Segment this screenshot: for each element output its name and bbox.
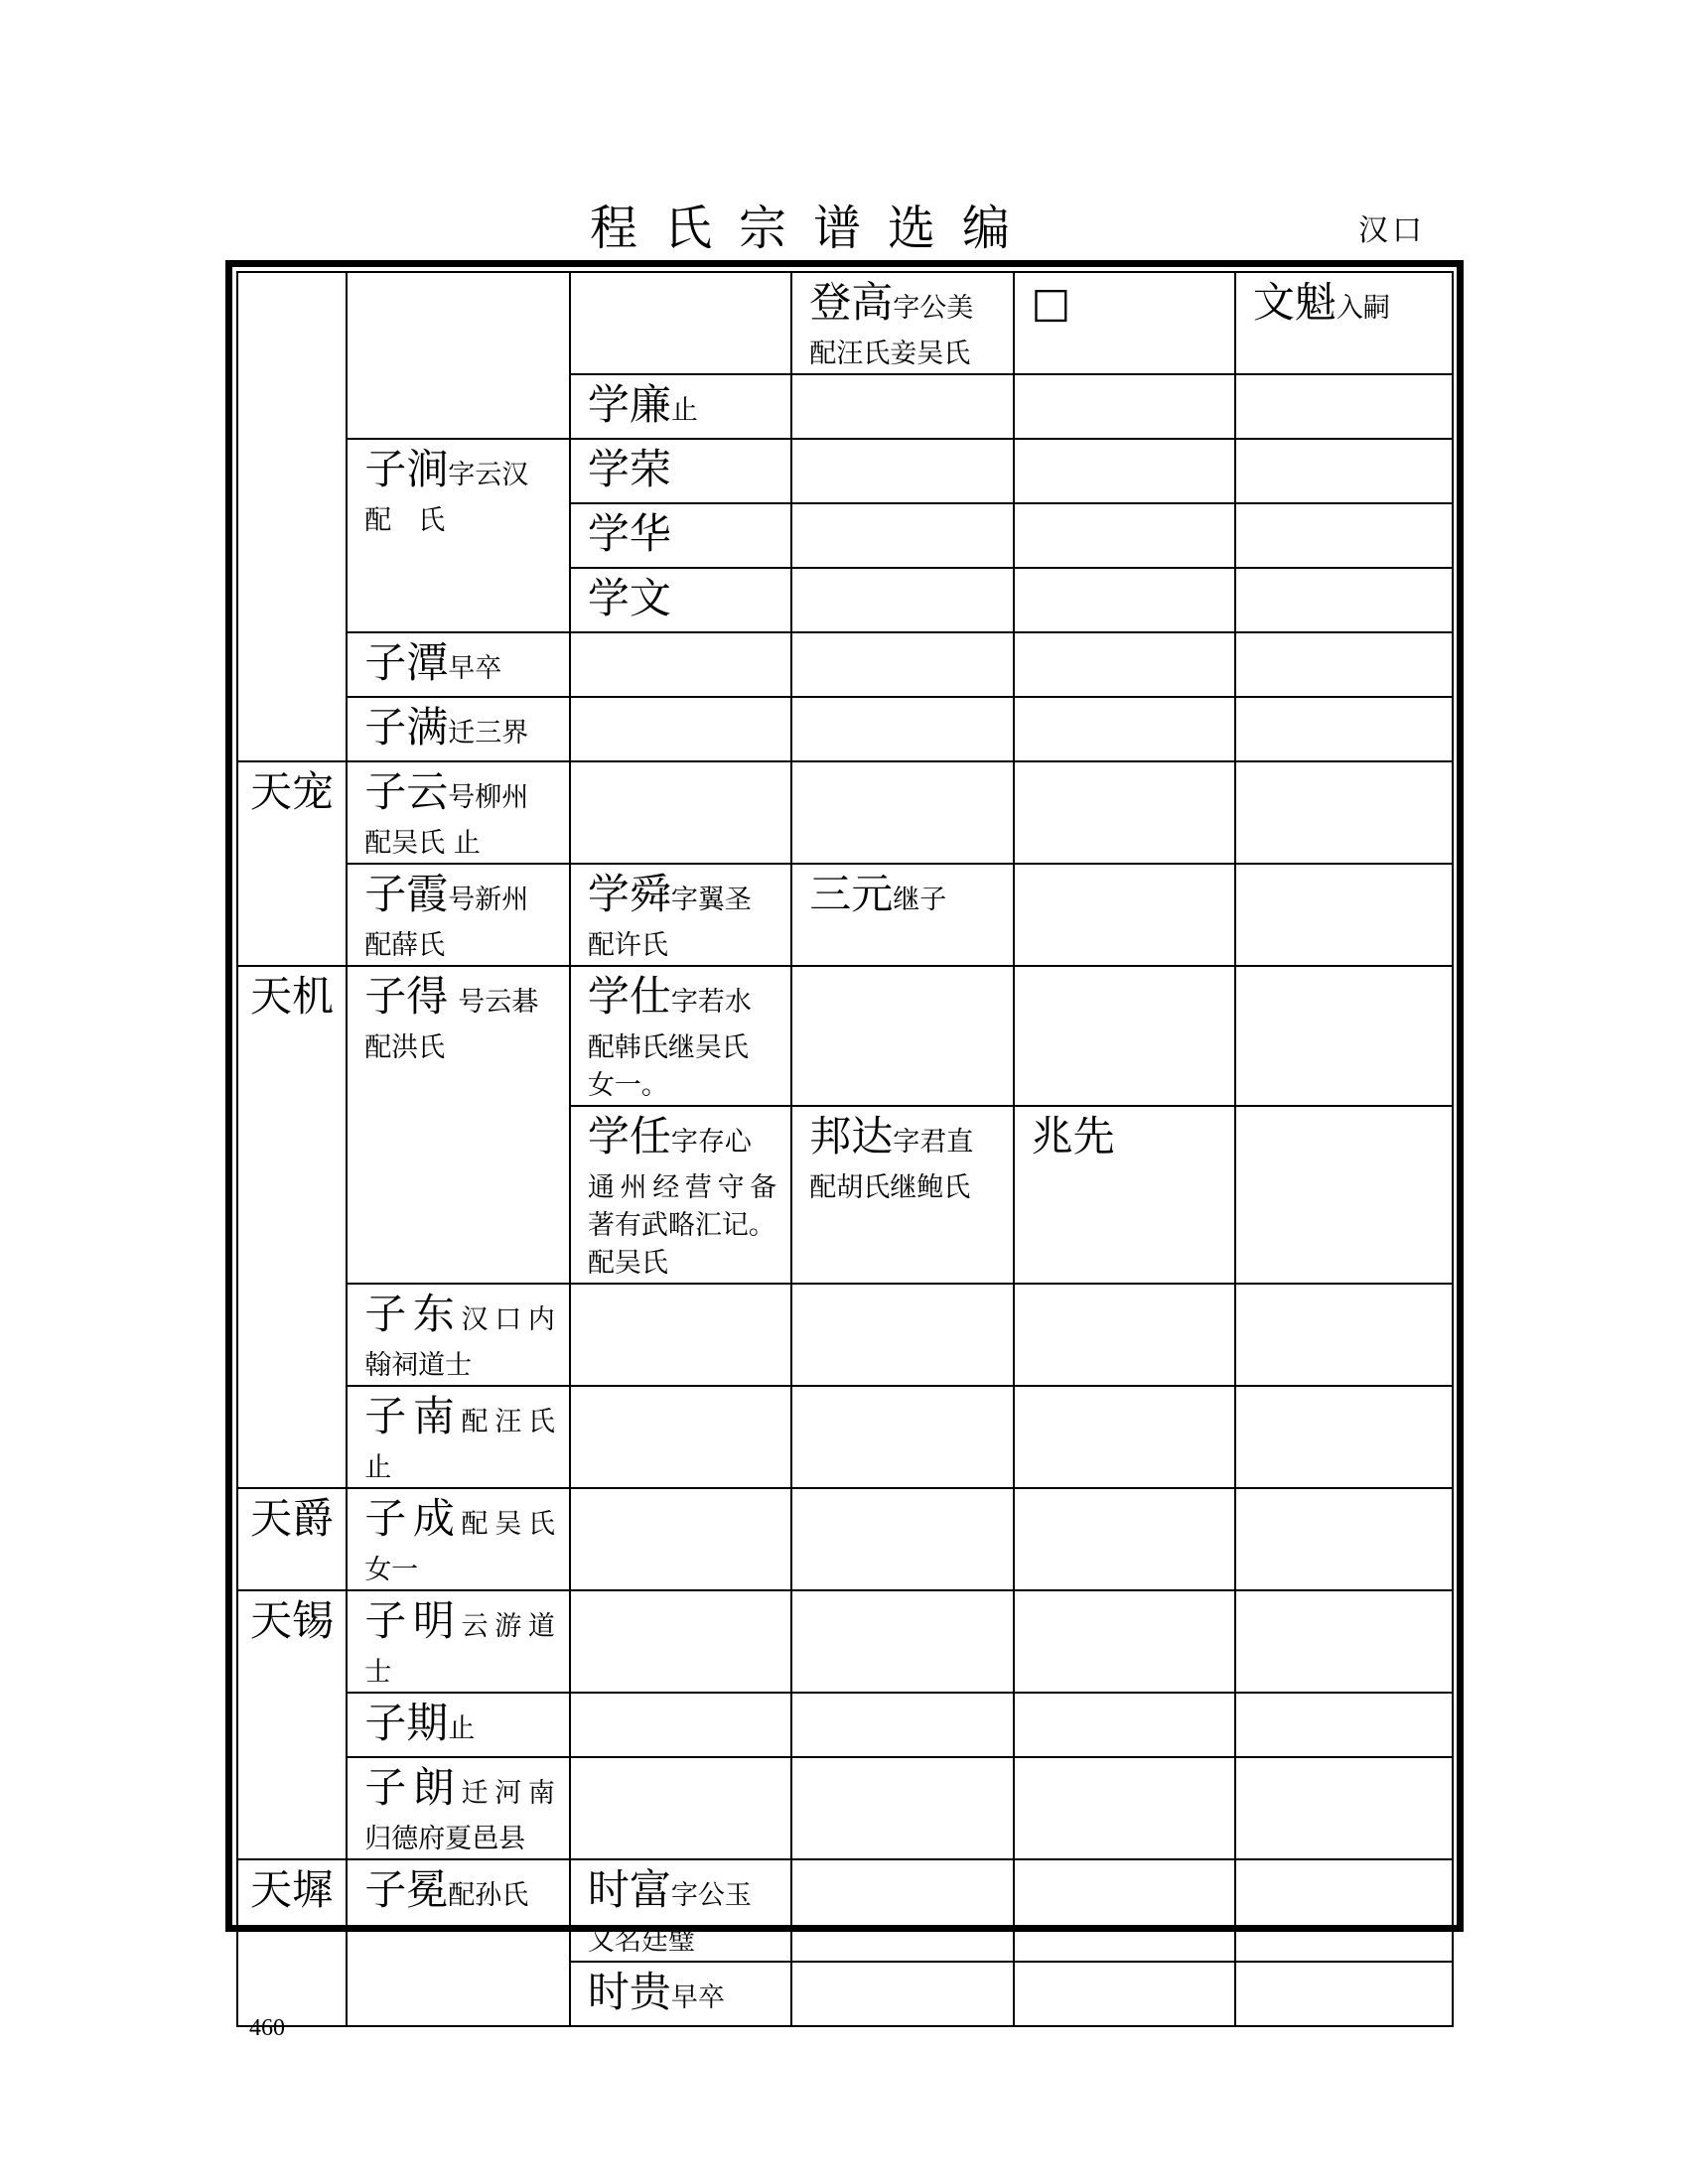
person-name: 天宠 [250, 767, 335, 816]
entry-cell [570, 1106, 791, 1284]
entry-cell [570, 1962, 791, 2026]
person-detail: 配 氏 [364, 505, 446, 536]
genealogy-table [236, 271, 1454, 2027]
entry-heading [364, 1393, 555, 1449]
empty-cell [791, 697, 1013, 761]
table-row [237, 439, 1453, 503]
entry-cell [570, 568, 791, 632]
person-note: 字云汉 [448, 460, 529, 490]
empty-cell [1235, 632, 1453, 697]
person-detail: 配薛氏 [364, 930, 446, 961]
entry-heading [588, 510, 776, 567]
table-row [237, 761, 1453, 864]
entry-cell [791, 272, 1013, 374]
entry-heading [364, 1700, 555, 1756]
empty-cell [1014, 632, 1235, 697]
empty-cell [570, 632, 791, 697]
table-body [237, 272, 1453, 2026]
person-detail: 配韩氏继吴氏 [587, 1032, 749, 1063]
person-note: 号新州 [448, 885, 529, 915]
entry-heading [588, 871, 776, 927]
entry-cell [791, 1106, 1013, 1284]
table-row [237, 1386, 1453, 1488]
person-note: 字翼圣 [670, 885, 752, 915]
entry-cell [1235, 272, 1453, 374]
person-detail: 通州经营守备 [587, 1172, 777, 1203]
person-name: 子朗 [364, 1763, 462, 1812]
empty-cell [570, 1284, 791, 1386]
empty-cell [1235, 503, 1453, 568]
entry-heading [250, 1597, 340, 1654]
person-note: 迁三界 [448, 718, 529, 749]
person-note: 止 [448, 1713, 476, 1744]
person-detail: 归德府夏邑县 [364, 1824, 526, 1854]
entry-cell [570, 966, 791, 1106]
person-detail: 又名廷璧 [587, 1926, 695, 1957]
entry-cell [1014, 1106, 1235, 1284]
entry-heading [809, 279, 998, 336]
person-note: 止 [670, 395, 698, 426]
empty-cell [1014, 697, 1235, 761]
person-detail: 配洪氏 [364, 1032, 446, 1063]
generation-cell [237, 966, 347, 1488]
empty-cell [791, 1693, 1013, 1757]
entry-heading [364, 704, 555, 760]
person-note: 迁河南 [461, 1778, 555, 1809]
empty-cell [1014, 1284, 1235, 1386]
table-row [237, 966, 1453, 1106]
entry-heading [364, 1291, 555, 1347]
empty-cell [791, 632, 1013, 697]
person-name: 兆先 [1031, 1112, 1115, 1160]
table-row [237, 864, 1453, 966]
entry-heading [364, 768, 555, 825]
empty-cell [1014, 374, 1235, 439]
person-name: 子明 [364, 1596, 462, 1645]
person-note: 入嗣 [1336, 293, 1390, 324]
empty-cell [1235, 1693, 1453, 1757]
entry-cell [347, 1488, 570, 1590]
page-number: 460 [249, 2015, 285, 2041]
person-note: 字公美 [893, 293, 974, 324]
empty-cell [1235, 1106, 1453, 1284]
empty-cell [1014, 439, 1235, 503]
table-row [237, 1693, 1453, 1757]
entry-cell [347, 697, 570, 761]
person-note: 号云碁 [458, 987, 539, 1018]
empty-cell [1235, 568, 1453, 632]
person-note: 配汪氏 [461, 1407, 555, 1437]
entry-cell [347, 966, 570, 1284]
entry-heading [809, 1113, 998, 1169]
entry-cell [791, 864, 1013, 966]
entry-cell [347, 761, 570, 864]
empty-cell [1235, 1590, 1453, 1693]
entry-heading [1032, 279, 1220, 336]
person-name: 天墀 [250, 1865, 335, 1914]
entry-heading [250, 973, 340, 1029]
person-name: 子期 [364, 1699, 449, 1747]
person-name: 天机 [250, 972, 335, 1021]
empty-cell [1235, 1284, 1453, 1386]
empty-cell [1014, 1757, 1235, 1859]
person-name: 子霞 [364, 870, 449, 918]
empty-cell [1235, 966, 1453, 1106]
table-row [237, 272, 1453, 374]
entry-cell [570, 503, 791, 568]
entry-heading [1032, 1113, 1220, 1169]
empty-cell [1014, 568, 1235, 632]
person-note: 字若水 [670, 987, 752, 1018]
empty-cell [791, 1386, 1013, 1488]
person-name: 子东 [364, 1290, 462, 1338]
empty-cell [570, 1757, 791, 1859]
person-note: 字君直 [893, 1127, 974, 1158]
empty-cell [1235, 1859, 1453, 1962]
empty-cell [1014, 966, 1235, 1106]
entry-cell [1014, 272, 1235, 374]
empty-cell [791, 966, 1013, 1106]
entry-heading [364, 1495, 555, 1552]
entry-cell [347, 1859, 570, 2026]
empty-cell [1235, 697, 1453, 761]
empty-cell [791, 1757, 1013, 1859]
person-name: 子冕 [364, 1865, 449, 1914]
empty-cell [791, 439, 1013, 503]
table-row [237, 697, 1453, 761]
person-name: 学荣 [587, 445, 671, 493]
person-name: 邦达 [809, 1112, 894, 1160]
empty-cell [791, 374, 1013, 439]
entry-cell [347, 1590, 570, 1693]
entry-heading [364, 1764, 555, 1821]
person-detail: 配吴氏 止 [364, 828, 481, 859]
person-detail: 止 [364, 1452, 392, 1483]
entry-heading [364, 1866, 555, 1923]
entry-heading [588, 575, 776, 631]
person-note: 继子 [893, 885, 947, 915]
page-title: 程氏宗谱选编 [590, 201, 1038, 256]
person-name: 子得 [364, 972, 449, 1021]
person-note: 早卒 [670, 1982, 725, 2013]
generation-cell [237, 1859, 347, 2026]
empty-cell [1014, 1590, 1235, 1693]
person-name: 学廉 [587, 380, 671, 429]
empty-cell [1014, 503, 1235, 568]
person-detail: 女一。 [587, 1070, 668, 1101]
person-note: 云游道 [461, 1611, 555, 1642]
entry-cell [570, 439, 791, 503]
entry-heading [588, 973, 776, 1029]
empty-cell [791, 503, 1013, 568]
empty-cell [570, 272, 791, 374]
entry-cell [347, 1284, 570, 1386]
location-label: 汉口 [1358, 213, 1426, 248]
person-name: 子南 [364, 1392, 462, 1440]
empty-cell [1235, 761, 1453, 864]
person-name: 子成 [364, 1494, 462, 1543]
empty-cell [1014, 1693, 1235, 1757]
entry-heading [588, 446, 776, 502]
empty-cell [1235, 439, 1453, 503]
empty-cell [570, 1386, 791, 1488]
person-name: 登高 [809, 278, 894, 327]
person-detail: 配吴氏 [587, 1248, 668, 1279]
table-row [237, 1488, 1453, 1590]
table-row [237, 1284, 1453, 1386]
empty-cell [570, 697, 791, 761]
entry-cell [570, 1859, 791, 1962]
entry-heading [588, 1969, 776, 2025]
person-name: 学华 [587, 509, 671, 558]
person-detail: 士 [364, 1657, 392, 1688]
entry-cell [347, 632, 570, 697]
person-name: 天爵 [250, 1494, 335, 1543]
generation-cell [237, 761, 347, 966]
empty-cell [791, 761, 1013, 864]
person-name: 三元 [809, 870, 894, 918]
person-note: 字公玉 [670, 1880, 752, 1911]
person-note: 早卒 [448, 653, 502, 684]
entry-cell [347, 864, 570, 966]
person-name: 学文 [587, 574, 671, 622]
empty-cell [1235, 864, 1453, 966]
empty-cell [1235, 374, 1453, 439]
person-detail: 翰祠道士 [364, 1350, 473, 1381]
empty-cell [791, 1488, 1013, 1590]
generation-cell [237, 1590, 347, 1859]
person-detail: 配汪氏妾吴氏 [809, 339, 971, 369]
empty-cell [570, 761, 791, 864]
person-detail: 女一 [364, 1555, 419, 1585]
table-row [237, 1859, 1453, 1962]
empty-cell [1235, 1757, 1453, 1859]
entry-cell [347, 1693, 570, 1757]
person-name: 文魁 [1252, 278, 1336, 327]
person-note: 配孙氏 [448, 1880, 529, 1911]
person-name: 子满 [364, 703, 449, 751]
person-name: 子云 [364, 767, 449, 816]
person-detail: 配胡氏继鲍氏 [809, 1172, 971, 1203]
person-name: 学仕 [587, 972, 671, 1021]
empty-cell [1235, 1962, 1453, 2026]
entry-cell [347, 1386, 570, 1488]
empty-cell [791, 568, 1013, 632]
entry-heading [588, 1113, 776, 1169]
empty-cell [791, 1962, 1013, 2026]
entry-heading [250, 768, 340, 825]
entry-heading [364, 973, 555, 1029]
empty-cell [570, 1488, 791, 1590]
empty-cell [1235, 1488, 1453, 1590]
entry-heading [588, 381, 776, 438]
empty-cell [1014, 864, 1235, 966]
person-detail: 著有武略汇记。 [587, 1210, 775, 1241]
person-name: 学舜 [587, 870, 671, 918]
table-row [237, 632, 1453, 697]
empty-cell [1235, 1386, 1453, 1488]
person-name: 时富 [587, 1865, 671, 1914]
entry-heading [1253, 279, 1438, 336]
empty-cell [791, 1859, 1013, 1962]
empty-cell [1014, 1859, 1235, 1962]
entry-heading [250, 1495, 340, 1552]
entry-heading [364, 871, 555, 927]
entry-heading [588, 1866, 776, 1923]
empty-cell [347, 272, 570, 439]
entry-heading [250, 1866, 340, 1923]
empty-cell [237, 272, 347, 761]
person-note: 字存心 [670, 1127, 752, 1158]
empty-cell [570, 1590, 791, 1693]
empty-cell [1014, 1488, 1235, 1590]
empty-cell [1014, 761, 1235, 864]
entry-heading [809, 871, 998, 927]
empty-cell [1014, 1962, 1235, 2026]
person-detail: 配许氏 [587, 930, 668, 961]
person-note: 配吴氏 [461, 1509, 555, 1540]
person-name: 学任 [587, 1112, 671, 1160]
empty-cell [1014, 1386, 1235, 1488]
empty-cell [791, 1284, 1013, 1386]
entry-cell [347, 1757, 570, 1859]
person-name: 子涧 [364, 445, 449, 493]
person-name: 时贵 [587, 1968, 671, 2016]
table-row [237, 1590, 1453, 1693]
person-name: 子潭 [364, 638, 449, 687]
generation-cell [237, 1488, 347, 1590]
entry-heading [364, 1597, 555, 1654]
unknown-name-box: □ [1031, 278, 1071, 327]
person-name: 天锡 [250, 1596, 335, 1645]
entry-heading [364, 639, 555, 696]
empty-cell [791, 1590, 1013, 1693]
person-note: 号柳州 [448, 782, 529, 813]
entry-heading [364, 446, 555, 502]
entry-cell [570, 864, 791, 966]
empty-cell [570, 1693, 791, 1757]
person-note: 汉口内 [461, 1304, 555, 1335]
entry-cell [570, 374, 791, 439]
table-row [237, 1757, 1453, 1859]
entry-cell [347, 439, 570, 632]
